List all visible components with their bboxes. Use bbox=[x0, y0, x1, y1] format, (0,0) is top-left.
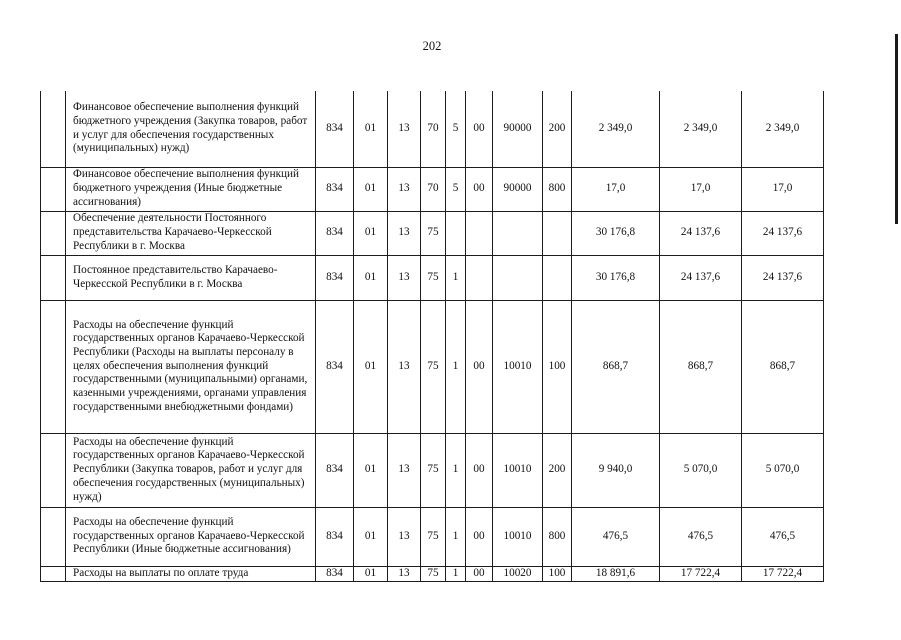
subsection-code-cell: 13 bbox=[388, 566, 421, 581]
sum-year2-cell: 868,7 bbox=[660, 300, 742, 433]
sum-year1-cell: 30 176,8 bbox=[572, 255, 660, 300]
expense-name-cell: Расходы на обеспечение функций государственных органов Карачаево-Черкесской Республики (Расходы на выплаты персоналу в целях обеспечения выполнения функций государственными (муниципальными) органами, казенными учреждениями, органами управления государственными внебюджетными фондами) bbox=[66, 300, 316, 433]
sum-year1-cell: 17,0 bbox=[572, 167, 660, 211]
event-code-cell bbox=[466, 255, 493, 300]
expense-type-cell bbox=[543, 211, 572, 255]
sum-year3-cell: 5 070,0 bbox=[742, 433, 824, 507]
subsection-code-cell: 13 bbox=[388, 433, 421, 507]
row-number-cell bbox=[41, 507, 66, 566]
program-code-cell: 70 bbox=[421, 91, 446, 167]
section-code-cell: 01 bbox=[354, 507, 388, 566]
ved-code-cell: 834 bbox=[316, 300, 354, 433]
event-code-cell: 00 bbox=[466, 300, 493, 433]
table-row bbox=[41, 255, 824, 300]
budget-table bbox=[40, 91, 824, 582]
program-code-cell: 75 bbox=[421, 566, 446, 581]
subprogram-code-cell: 1 bbox=[446, 255, 466, 300]
expense-type-cell: 100 bbox=[543, 566, 572, 581]
table-row bbox=[41, 167, 824, 211]
program-code-cell: 75 bbox=[421, 211, 446, 255]
table-row bbox=[41, 91, 824, 167]
event-code-cell: 00 bbox=[466, 433, 493, 507]
event-code-cell: 00 bbox=[466, 507, 493, 566]
expense-name-cell: Финансовое обеспечение выполнения функций бюджетного учреждения (Иные бюджетные ассигнования) bbox=[66, 167, 316, 211]
event-code-cell bbox=[466, 211, 493, 255]
row-number-cell bbox=[41, 91, 66, 167]
subsection-code-cell: 13 bbox=[388, 211, 421, 255]
table-row bbox=[41, 300, 824, 433]
expense-type-cell: 800 bbox=[543, 507, 572, 566]
sum-year3-cell: 476,5 bbox=[742, 507, 824, 566]
section-code-cell: 01 bbox=[354, 211, 388, 255]
expense-type-cell bbox=[543, 255, 572, 300]
table-row bbox=[41, 507, 824, 566]
row-number-cell bbox=[41, 566, 66, 581]
sum-year2-cell: 5 070,0 bbox=[660, 433, 742, 507]
subprogram-code-cell: 1 bbox=[446, 566, 466, 581]
expense-name-cell: Расходы на выплаты по оплате труда bbox=[66, 566, 316, 581]
direction-code-cell: 10020 bbox=[493, 566, 543, 581]
subprogram-code-cell: 5 bbox=[446, 167, 466, 211]
sum-year1-cell: 30 176,8 bbox=[572, 211, 660, 255]
sum-year1-cell: 868,7 bbox=[572, 300, 660, 433]
subprogram-code-cell: 1 bbox=[446, 433, 466, 507]
expense-name-cell: Постоянное представительство Карачаево-Черкесской Республики в г. Москва bbox=[66, 255, 316, 300]
program-code-cell: 70 bbox=[421, 167, 446, 211]
direction-code-cell: 90000 bbox=[493, 91, 543, 167]
table-row bbox=[41, 211, 824, 255]
sum-year2-cell: 2 349,0 bbox=[660, 91, 742, 167]
sum-year1-cell: 476,5 bbox=[572, 507, 660, 566]
subprogram-code-cell: 1 bbox=[446, 507, 466, 566]
subsection-code-cell: 13 bbox=[388, 167, 421, 211]
section-code-cell: 01 bbox=[354, 255, 388, 300]
subsection-code-cell: 13 bbox=[388, 255, 421, 300]
sum-year2-cell: 476,5 bbox=[660, 507, 742, 566]
sum-year3-cell: 17 722,4 bbox=[742, 566, 824, 581]
sum-year3-cell: 2 349,0 bbox=[742, 91, 824, 167]
section-code-cell: 01 bbox=[354, 566, 388, 581]
sum-year2-cell: 24 137,6 bbox=[660, 211, 742, 255]
direction-code-cell: 10010 bbox=[493, 507, 543, 566]
event-code-cell: 00 bbox=[466, 566, 493, 581]
subsection-code-cell: 13 bbox=[388, 91, 421, 167]
direction-code-cell bbox=[493, 211, 543, 255]
expense-name-cell: Финансовое обеспечение выполнения функций бюджетного учреждения (Закупка товаров, работ и услуг для обеспечения государственных (муниципальных) нужд) bbox=[66, 91, 316, 167]
program-code-cell: 75 bbox=[421, 300, 446, 433]
event-code-cell: 00 bbox=[466, 91, 493, 167]
expense-type-cell: 200 bbox=[543, 433, 572, 507]
program-code-cell: 75 bbox=[421, 507, 446, 566]
sum-year2-cell: 24 137,6 bbox=[660, 255, 742, 300]
expense-type-cell: 100 bbox=[543, 300, 572, 433]
sum-year3-cell: 868,7 bbox=[742, 300, 824, 433]
ved-code-cell: 834 bbox=[316, 507, 354, 566]
row-number-cell bbox=[41, 300, 66, 433]
subsection-code-cell: 13 bbox=[388, 300, 421, 433]
section-code-cell: 01 bbox=[354, 167, 388, 211]
subprogram-code-cell: 1 bbox=[446, 300, 466, 433]
section-code-cell: 01 bbox=[354, 91, 388, 167]
direction-code-cell bbox=[493, 255, 543, 300]
table-row bbox=[41, 433, 824, 507]
sum-year3-cell: 24 137,6 bbox=[742, 255, 824, 300]
program-code-cell: 75 bbox=[421, 433, 446, 507]
sum-year1-cell: 2 349,0 bbox=[572, 91, 660, 167]
expense-name-cell: Расходы на обеспечение функций государственных органов Карачаево-Черкесской Республики (Закупка товаров, работ и услуг для обеспечения государственных (муниципальных) нужд) bbox=[66, 433, 316, 507]
expense-name-cell: Обеспечение деятельности Постоянного представительства Карачаево-Черкесской Республики в г. Москва bbox=[66, 211, 316, 255]
sum-year3-cell: 24 137,6 bbox=[742, 211, 824, 255]
subprogram-code-cell bbox=[446, 211, 466, 255]
expense-name-cell: Расходы на обеспечение функций государственных органов Карачаево-Черкесской Республики (Иные бюджетные ассигнования) bbox=[66, 507, 316, 566]
expense-type-cell: 800 bbox=[543, 167, 572, 211]
row-number-cell bbox=[41, 433, 66, 507]
direction-code-cell: 10010 bbox=[493, 300, 543, 433]
expense-type-cell: 200 bbox=[543, 91, 572, 167]
scan-edge-mark bbox=[895, 34, 898, 224]
event-code-cell: 00 bbox=[466, 167, 493, 211]
sum-year2-cell: 17 722,4 bbox=[660, 566, 742, 581]
ved-code-cell: 834 bbox=[316, 211, 354, 255]
table-row bbox=[41, 566, 824, 581]
direction-code-cell: 10010 bbox=[493, 433, 543, 507]
ved-code-cell: 834 bbox=[316, 167, 354, 211]
subsection-code-cell: 13 bbox=[388, 507, 421, 566]
sum-year1-cell: 9 940,0 bbox=[572, 433, 660, 507]
ved-code-cell: 834 bbox=[316, 91, 354, 167]
direction-code-cell: 90000 bbox=[493, 167, 543, 211]
row-number-cell bbox=[41, 255, 66, 300]
subprogram-code-cell: 5 bbox=[446, 91, 466, 167]
ved-code-cell: 834 bbox=[316, 566, 354, 581]
section-code-cell: 01 bbox=[354, 433, 388, 507]
table-body bbox=[41, 91, 824, 581]
sum-year2-cell: 17,0 bbox=[660, 167, 742, 211]
row-number-cell bbox=[41, 211, 66, 255]
sum-year3-cell: 17,0 bbox=[742, 167, 824, 211]
program-code-cell: 75 bbox=[421, 255, 446, 300]
section-code-cell: 01 bbox=[354, 300, 388, 433]
row-number-cell bbox=[41, 167, 66, 211]
ved-code-cell: 834 bbox=[316, 255, 354, 300]
sum-year1-cell: 18 891,6 bbox=[572, 566, 660, 581]
ved-code-cell: 834 bbox=[316, 433, 354, 507]
page-number: 202 bbox=[422, 39, 442, 53]
